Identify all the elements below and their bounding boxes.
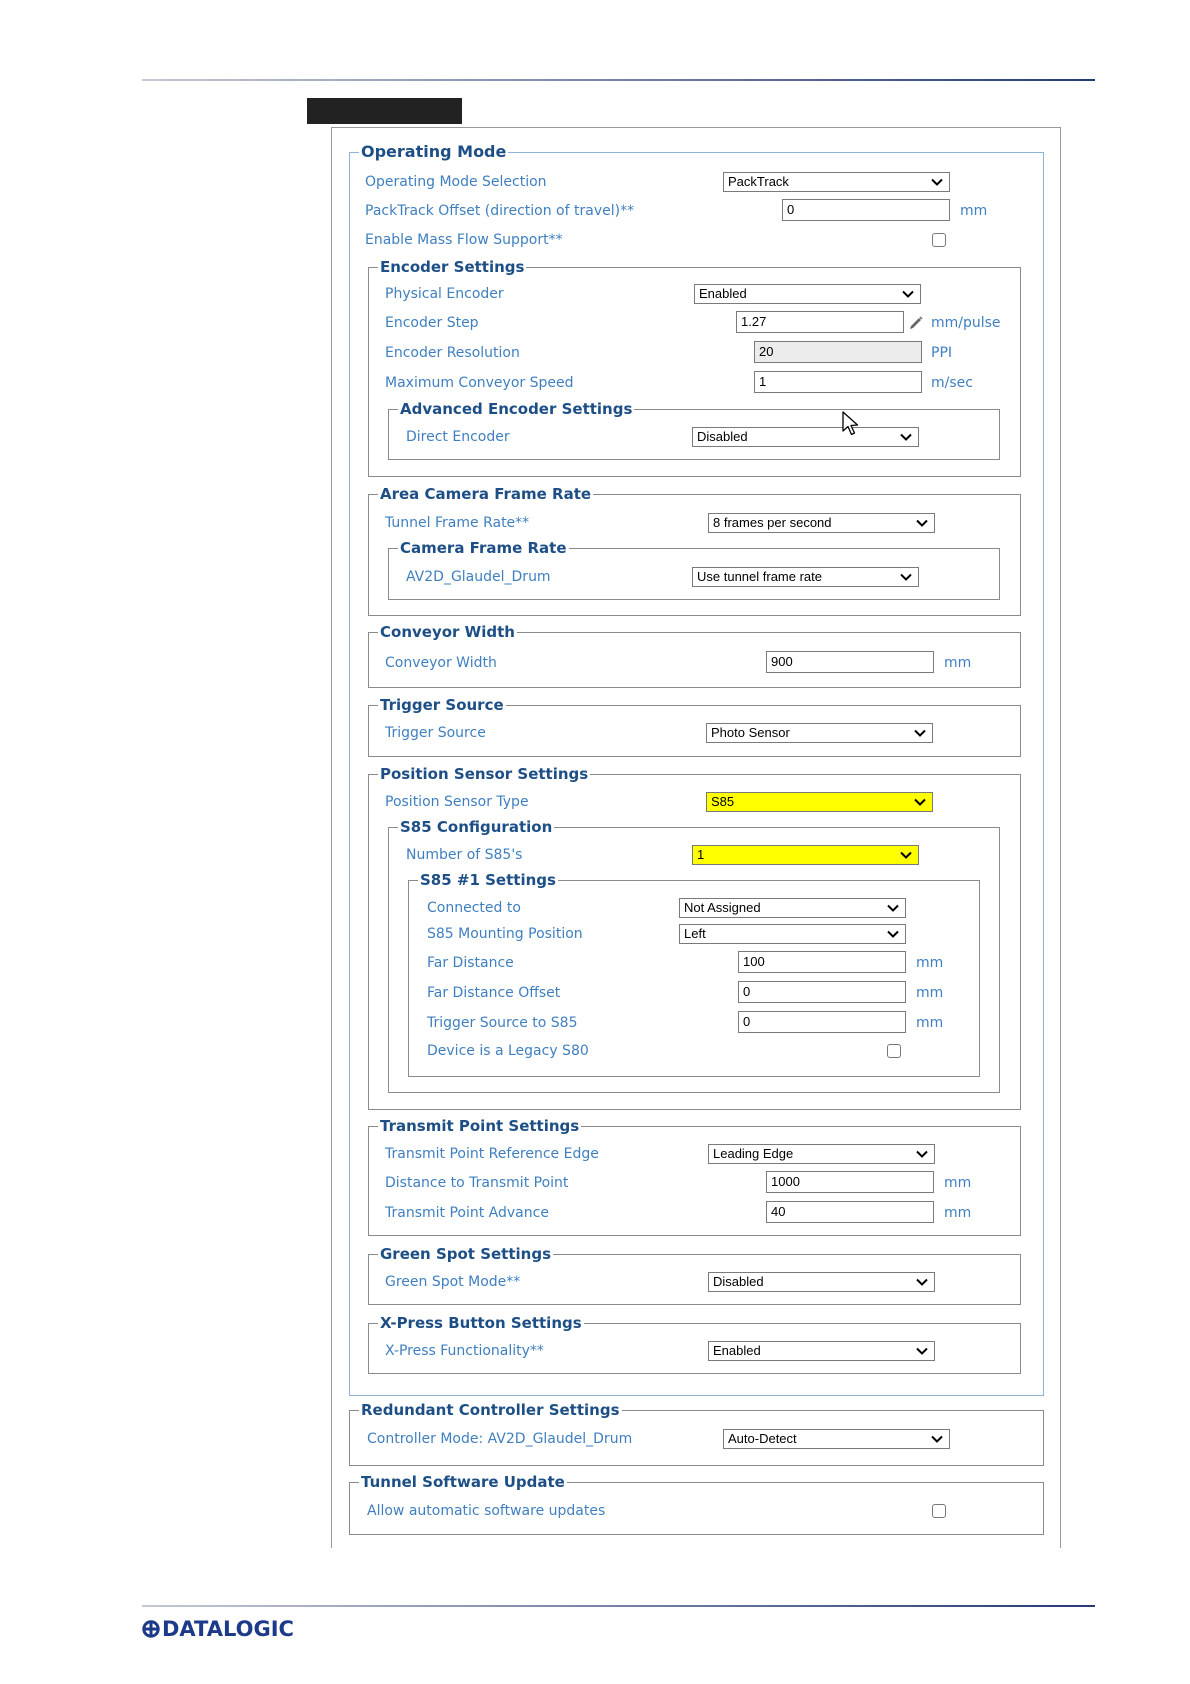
auto-software-update-label: Allow automatic software updates (367, 1503, 606, 1519)
trigger-source-label: Trigger Source (385, 725, 486, 741)
physical-encoder-label: Physical Encoder (385, 286, 504, 302)
trigger-source-select[interactable]: Photo Sensor (706, 723, 933, 743)
position-sensor-legend: Position Sensor Settings (380, 765, 589, 783)
chevron-down-icon (914, 793, 926, 811)
chevron-down-icon (900, 846, 912, 864)
legacy-s80-checkbox[interactable] (887, 1044, 901, 1058)
chevron-down-icon (902, 285, 914, 303)
encoder-step-unit: mm/pulse (931, 315, 1001, 331)
green-spot-legend: Green Spot Settings (380, 1245, 551, 1263)
chevron-down-icon (914, 724, 926, 742)
packtrack-offset-label: PackTrack Offset (direction of travel)** (365, 203, 635, 219)
operating-mode-select[interactable]: PackTrack (723, 172, 950, 192)
encoder-step-label: Encoder Step (385, 315, 479, 331)
number-of-s85-select[interactable]: 1 (692, 845, 919, 865)
distance-to-transmit-unit: mm (944, 1175, 972, 1191)
tunnel-frame-rate-select[interactable]: 8 frames per second (708, 513, 935, 533)
chevron-down-icon (900, 428, 912, 446)
datalogic-wordmark: DATALOGIC (162, 1617, 294, 1641)
mouse-cursor-icon (842, 411, 860, 437)
legacy-s80-label: Device is a Legacy S80 (427, 1043, 589, 1059)
encoder-step-input[interactable]: 1.27 (736, 311, 904, 333)
chevron-down-icon (931, 173, 943, 191)
s85-mounting-position-select[interactable]: Left (679, 924, 906, 944)
chevron-down-icon (916, 1145, 928, 1163)
distance-to-transmit-input[interactable]: 1000 (766, 1171, 934, 1193)
transmit-advance-unit: mm (944, 1205, 972, 1221)
conveyor-width-label: Conveyor Width (385, 655, 497, 671)
far-distance-offset-input[interactable]: 0 (738, 981, 906, 1003)
distance-to-transmit-label: Distance to Transmit Point (385, 1175, 569, 1191)
conveyor-width-unit: mm (944, 655, 972, 671)
position-sensor-type-select[interactable]: S85 (706, 792, 933, 812)
green-spot-mode-select[interactable]: Disabled (708, 1272, 935, 1292)
transmit-point-legend: Transmit Point Settings (380, 1117, 580, 1135)
far-distance-offset-unit: mm (916, 985, 944, 1001)
transmit-reference-edge-label: Transmit Point Reference Edge (385, 1146, 599, 1162)
xpress-functionality-select[interactable]: Enabled (708, 1341, 935, 1361)
max-conveyor-speed-input[interactable]: 1 (754, 371, 922, 393)
area-camera-frame-rate-legend: Area Camera Frame Rate (380, 485, 592, 503)
encoder-resolution-unit: PPI (931, 345, 953, 361)
redacted-title-bar (307, 98, 462, 124)
mass-flow-checkbox[interactable] (932, 233, 946, 247)
chevron-down-icon (887, 899, 899, 917)
controller-mode-select[interactable]: Auto-Detect (723, 1429, 950, 1449)
connected-to-label: Connected to (427, 900, 521, 916)
mass-flow-label: Enable Mass Flow Support** (365, 232, 563, 248)
camera-frame-rate-select[interactable]: Use tunnel frame rate (692, 567, 919, 587)
transmit-advance-label: Transmit Point Advance (385, 1205, 549, 1221)
direct-encoder-select[interactable]: Disabled (692, 427, 919, 447)
camera-device-label: AV2D_Glaudel_Drum (406, 569, 551, 585)
operating-mode-selection-label: Operating Mode Selection (365, 174, 547, 190)
datalogic-logo-mark-icon (142, 1620, 160, 1638)
trigger-source-legend: Trigger Source (380, 696, 504, 714)
transmit-advance-input[interactable]: 40 (766, 1201, 934, 1223)
position-sensor-type-label: Position Sensor Type (385, 794, 529, 810)
direct-encoder-label: Direct Encoder (406, 429, 510, 445)
header-rule (142, 79, 1095, 81)
number-of-s85-label: Number of S85's (406, 847, 523, 863)
max-conveyor-speed-label: Maximum Conveyor Speed (385, 375, 574, 391)
chevron-down-icon (887, 925, 899, 943)
chevron-down-icon (916, 1273, 928, 1291)
chevron-down-icon (916, 1342, 928, 1360)
transmit-reference-edge-select[interactable]: Leading Edge (708, 1144, 935, 1164)
datalogic-logo (142, 1618, 294, 1640)
physical-encoder-select[interactable]: Enabled (694, 284, 921, 304)
xpress-functionality-label: X-Press Functionality** (385, 1343, 544, 1359)
s85-1-settings-legend: S85 #1 Settings (420, 871, 556, 889)
far-distance-unit: mm (916, 955, 944, 971)
trigger-source-to-s85-input[interactable]: 0 (738, 1011, 906, 1033)
chevron-down-icon (916, 514, 928, 532)
advanced-encoder-legend: Advanced Encoder Settings (400, 400, 633, 418)
chevron-down-icon (931, 1430, 943, 1448)
packtrack-offset-unit: mm (960, 203, 988, 219)
camera-frame-rate-legend: Camera Frame Rate (400, 539, 567, 557)
pencil-edit-icon[interactable] (908, 314, 924, 330)
tunnel-software-update-legend: Tunnel Software Update (361, 1473, 565, 1491)
trigger-source-to-s85-unit: mm (916, 1015, 944, 1031)
trigger-source-to-s85-label: Trigger Source to S85 (427, 1015, 578, 1031)
far-distance-input[interactable]: 100 (738, 951, 906, 973)
conveyor-width-legend: Conveyor Width (380, 623, 515, 641)
max-conveyor-speed-unit: m/sec (931, 375, 973, 391)
controller-mode-label: Controller Mode: AV2D_Glaudel_Drum (367, 1431, 633, 1447)
tunnel-frame-rate-label: Tunnel Frame Rate** (385, 515, 530, 531)
conveyor-width-input[interactable]: 900 (766, 651, 934, 673)
auto-software-update-checkbox[interactable] (932, 1504, 946, 1518)
operating-mode-legend: Operating Mode (361, 142, 507, 161)
far-distance-label: Far Distance (427, 955, 514, 971)
encoder-resolution-input: 20 (754, 341, 922, 363)
s85-configuration-legend: S85 Configuration (400, 818, 553, 836)
connected-to-select[interactable]: Not Assigned (679, 898, 906, 918)
redundant-controller-legend: Redundant Controller Settings (361, 1401, 620, 1419)
chevron-down-icon (900, 568, 912, 586)
xpress-button-legend: X-Press Button Settings (380, 1314, 582, 1332)
green-spot-mode-label: Green Spot Mode** (385, 1274, 521, 1290)
s85-mounting-position-label: S85 Mounting Position (427, 926, 583, 942)
encoder-settings-legend: Encoder Settings (380, 258, 525, 276)
encoder-resolution-label: Encoder Resolution (385, 345, 520, 361)
far-distance-offset-label: Far Distance Offset (427, 985, 561, 1001)
footer-rule (142, 1605, 1095, 1607)
packtrack-offset-input[interactable]: 0 (782, 199, 950, 221)
